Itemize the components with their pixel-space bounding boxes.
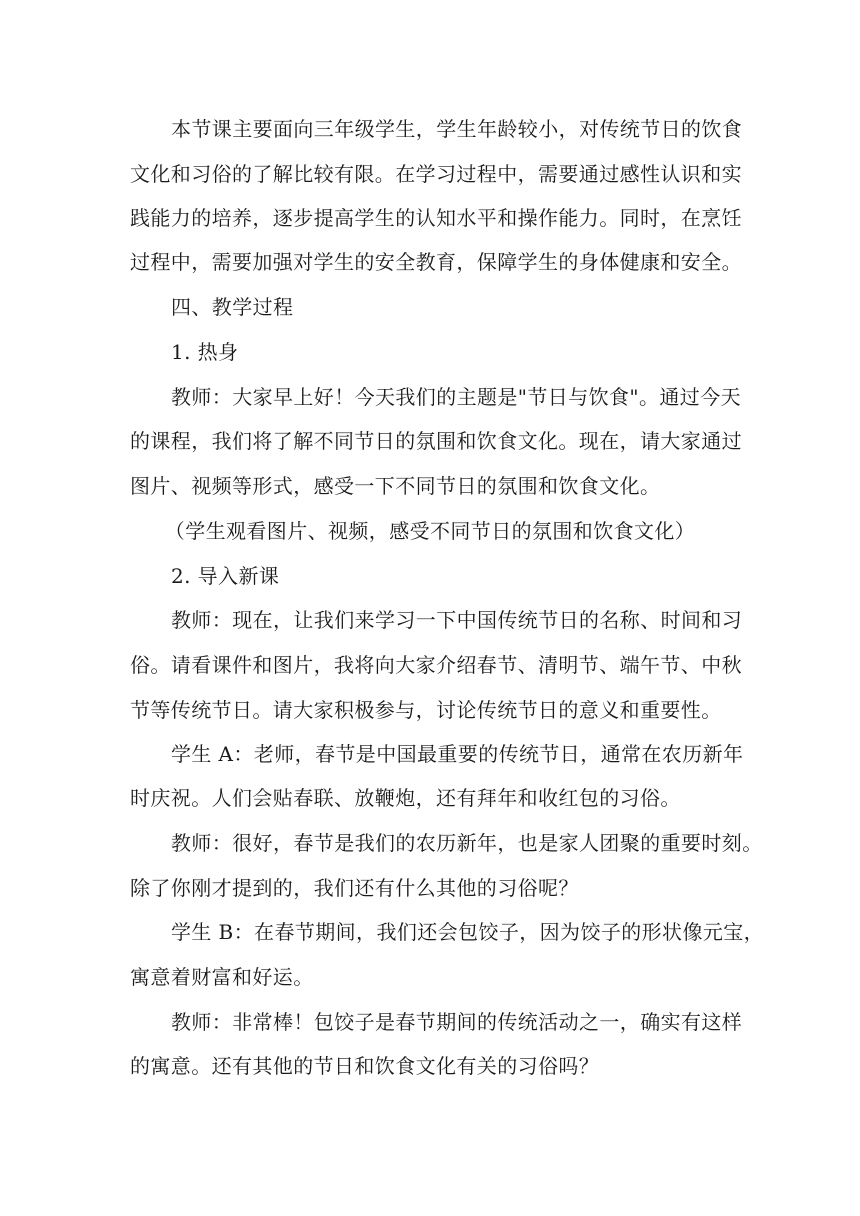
paragraph-line: 除了你刚才提到的，我们还有什么其他的习俗呢？ [130,876,579,900]
subsection-heading: 1. 热身 [171,340,239,364]
paragraph-line: 践能力的培养，逐步提高学生的认知水平和操作能力。同时，在烹饪 [130,206,742,230]
paragraph-line: 教师：大家早上好！今天我们的主题是"节日与饮食"。通过今天 [171,385,741,409]
paragraph-line: 本节课主要面向三年级学生，学生年龄较小，对传统节日的饮食 [171,117,743,141]
paragraph-line: 教师：很好，春节是我们的农历新年，也是家人团聚的重要时刻。 [171,831,763,855]
stage-direction: （学生观看图片、视频，感受不同节日的氛围和饮食文化） [164,519,696,543]
paragraph-line: 过程中，需要加强对学生的安全教育，保障学生的身体健康和安全。 [130,250,742,274]
paragraph-line: 图片、视频等形式，感受一下不同节日的氛围和饮食文化。 [130,474,661,498]
paragraph-line: 俗。请看课件和图片，我将向大家介绍春节、清明节、端午节、中秋 [130,653,742,677]
section-heading: 四、教学过程 [171,295,294,319]
paragraph-line: 的寓意。还有其他的节日和饮食文化有关的习俗吗？ [130,1054,600,1078]
paragraph-line: 时庆祝。人们会贴春联、放鞭炮，还有拜年和收红包的习俗。 [130,786,681,810]
paragraph-line: 的课程，我们将了解不同节日的氛围和饮食文化。现在，请大家通过 [130,429,742,453]
paragraph-line: 教师：现在，让我们来学习一下中国传统节日的名称、时间和习 [171,608,743,632]
paragraph-line: 学生 A：老师，春节是中国最重要的传统节日，通常在农历新年 [171,742,744,766]
subsection-heading: 2. 导入新课 [171,564,280,588]
paragraph-line: 教师：非常棒！包饺子是春节期间的传统活动之一，确实有这样 [171,1010,743,1034]
paragraph-line: 学生 B：在春节期间，我们还会包饺子，因为饺子的形状像元宝， [171,920,765,944]
paragraph-line: 寓意着财富和好运。 [130,965,314,989]
paragraph-line: 文化和习俗的了解比较有限。在学习过程中，需要通过感性认识和实 [130,162,742,186]
paragraph-line: 节等传统节日。请大家积极参与，讨论传统节日的意义和重要性。 [130,698,722,722]
